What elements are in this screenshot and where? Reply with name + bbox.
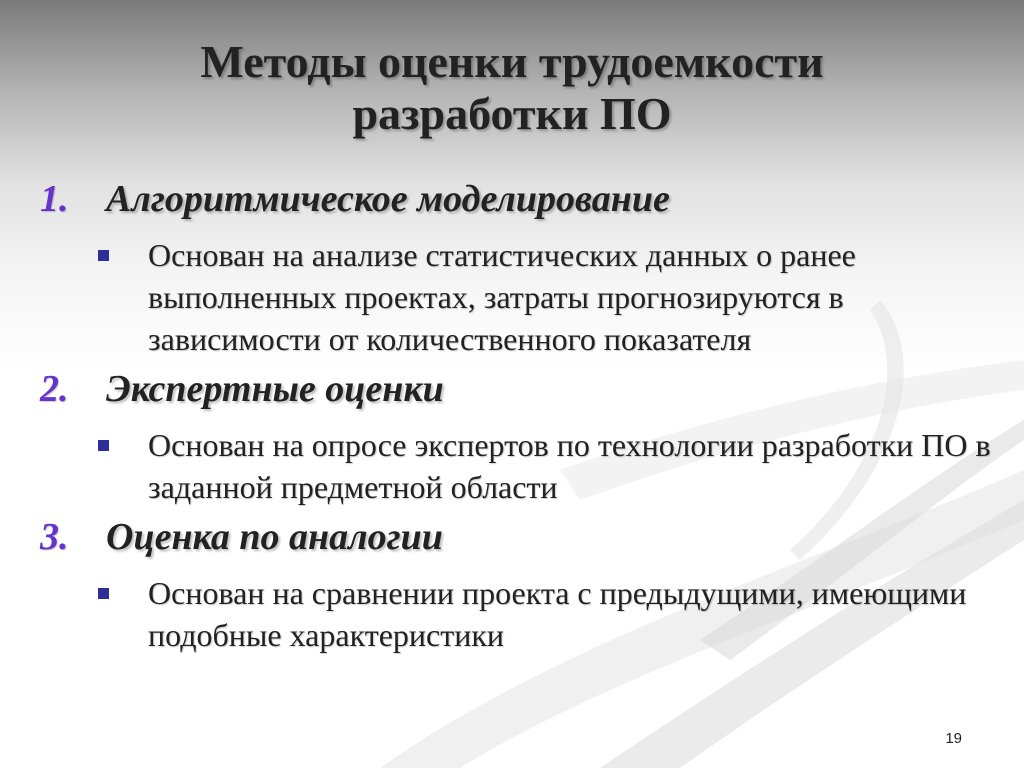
square-bullet-icon — [98, 250, 109, 261]
section-heading-text: Экспертные оценки — [106, 368, 444, 410]
slide-title — [0, 36, 1024, 140]
bullet-item — [98, 572, 1000, 656]
section-number: 1. — [40, 178, 69, 220]
slide-content — [40, 176, 1000, 662]
bullet-text: Основан на анализе статистических данных о ранее выполненных проектах, затраты прогнозируются в зависимости от количественного показателя — [148, 237, 856, 357]
section-number: 3. — [40, 516, 69, 558]
page-number: 19 — [945, 730, 962, 747]
slide-title-line-1: Методы оценки трудоемкости — [200, 36, 824, 87]
slide-title-line-2: разработки ПО — [352, 88, 672, 139]
section-algorithmic-modeling — [40, 176, 1000, 360]
section-heading — [40, 514, 1000, 572]
bullet-text: Основан на опросе экспертов по технологии разработки ПО в заданной предметной области — [148, 427, 991, 505]
section-number: 2. — [40, 368, 69, 410]
bullet-text: Основан на сравнении проекта с предыдущими, имеющими подобные характеристики — [148, 575, 967, 653]
section-heading — [40, 176, 1000, 234]
bullet-item — [98, 234, 1000, 360]
section-heading — [40, 366, 1000, 424]
square-bullet-icon — [98, 440, 109, 451]
square-bullet-icon — [98, 588, 109, 599]
section-heading-text: Алгоритмическое моделирование — [106, 178, 670, 220]
section-estimation-by-analogy — [40, 514, 1000, 656]
section-expert-estimates — [40, 366, 1000, 508]
bullet-item — [98, 424, 1000, 508]
section-heading-text: Оценка по аналогии — [106, 516, 443, 558]
